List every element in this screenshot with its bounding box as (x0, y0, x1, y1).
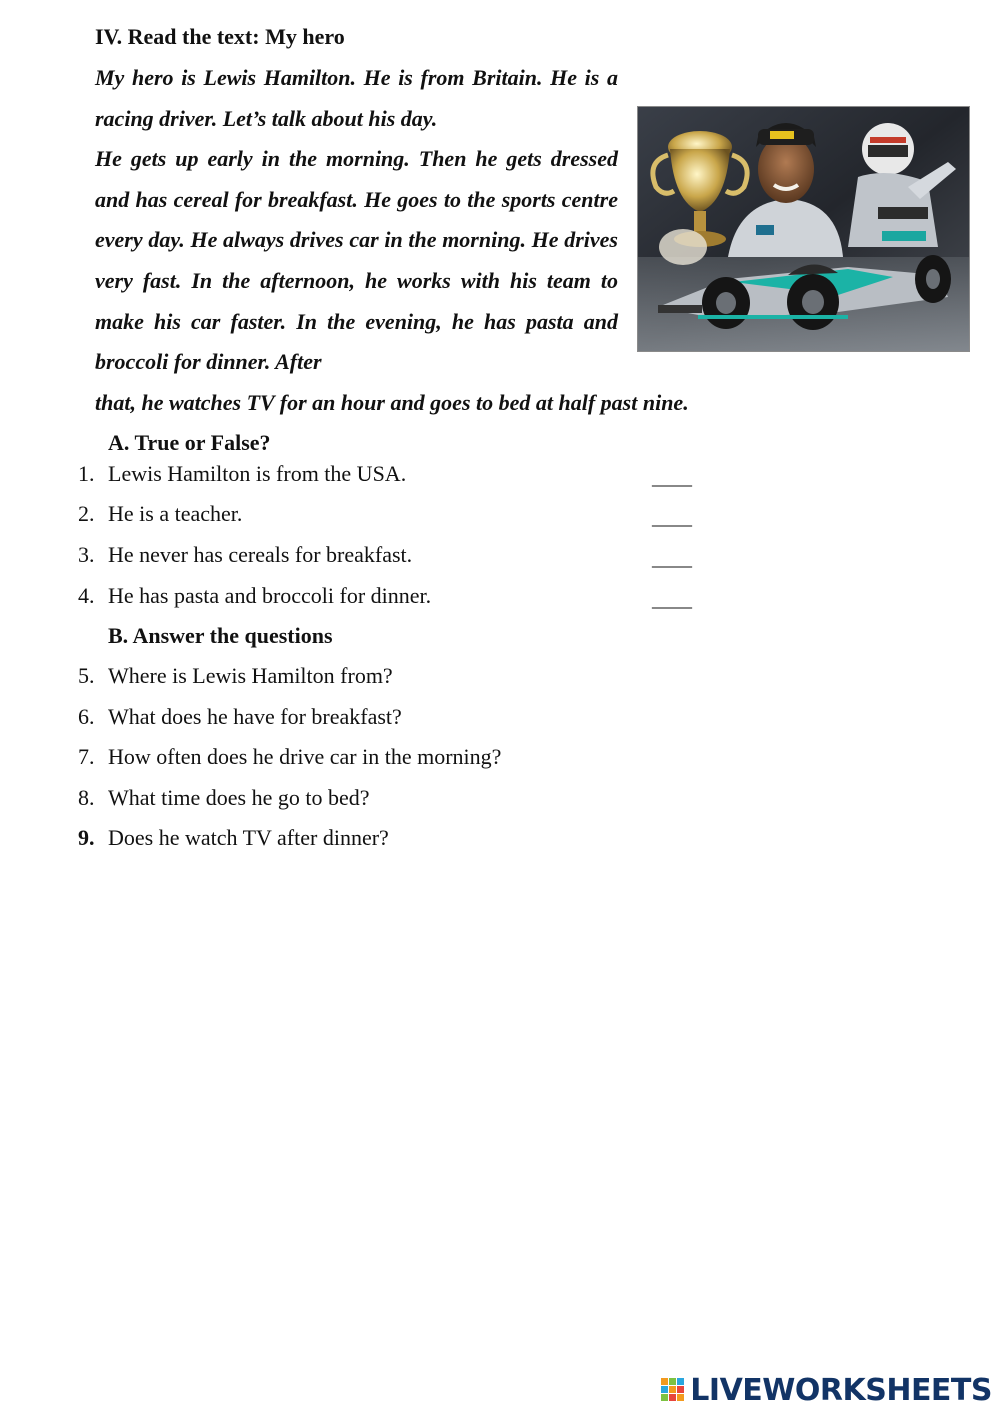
answer-blank-3[interactable]: ____ (652, 548, 692, 570)
item-text: What time does he go to bed? (108, 785, 370, 810)
item-number: 6. (78, 704, 95, 729)
question-item-7 (78, 744, 501, 770)
reading-paragraph-1: My hero is Lewis Hamilton. He is from Britain. He is a racing driver. Let’s talk about his day. (95, 65, 618, 131)
reading-text (95, 58, 618, 383)
item-text: He never has cereals for breakfast. (108, 542, 413, 567)
answer-blank-1[interactable]: ____ (652, 467, 692, 489)
item-number: 2. (78, 501, 95, 526)
true-false-item-4 (78, 583, 431, 609)
item-number: 3. (78, 542, 95, 567)
item-text: Where is Lewis Hamilton from? (108, 663, 393, 688)
item-number: 8. (78, 785, 95, 810)
answer-blank-2[interactable]: ____ (652, 507, 692, 529)
answer-blank-4[interactable]: ____ (652, 589, 692, 611)
item-text: He has pasta and broccoli for dinner. (108, 583, 432, 608)
liveworksheets-logo-icon (660, 1377, 686, 1403)
item-text: How often does he drive car in the morning? (108, 744, 502, 769)
liveworksheets-logo[interactable] (660, 1373, 992, 1407)
question-item-5 (78, 663, 393, 689)
reading-paragraph-2: He gets up early in the morning. Then he gets dressed and has cereal for breakfast. He goes to the sports centre every day. He always drives car in the morning. He drives very fast. In the afternoon, he works with his team to make his car faster. In the evening, he has pasta and broccoli for dinner. After (95, 146, 618, 375)
true-false-item-3 (78, 542, 412, 568)
item-text: What does he have for breakfast? (108, 704, 402, 729)
hamilton-painting-image (637, 106, 970, 352)
true-false-item-1 (78, 461, 406, 487)
item-number: 9. (78, 825, 95, 850)
item-text: Lewis Hamilton is from the USA. (108, 461, 407, 486)
part-a-heading: A. True or False? (108, 430, 271, 455)
item-number: 4. (78, 583, 95, 608)
item-number: 1. (78, 461, 95, 486)
item-number: 5. (78, 663, 95, 688)
reading-paragraph-end: that, he watches TV for an hour and goes to bed at half past nine. (95, 390, 689, 415)
section-title: IV. Read the text: My hero (95, 24, 345, 49)
question-item-8 (78, 785, 369, 811)
item-number: 7. (78, 744, 95, 769)
part-b-heading: B. Answer the questions (108, 623, 333, 648)
item-text: He is a teacher. (108, 501, 243, 526)
logo-text: LIVEWORKSHEETS (690, 1372, 992, 1408)
true-false-item-2 (78, 501, 242, 527)
item-text: Does he watch TV after dinner? (108, 825, 389, 850)
question-item-9 (78, 825, 389, 851)
question-item-6 (78, 704, 402, 730)
